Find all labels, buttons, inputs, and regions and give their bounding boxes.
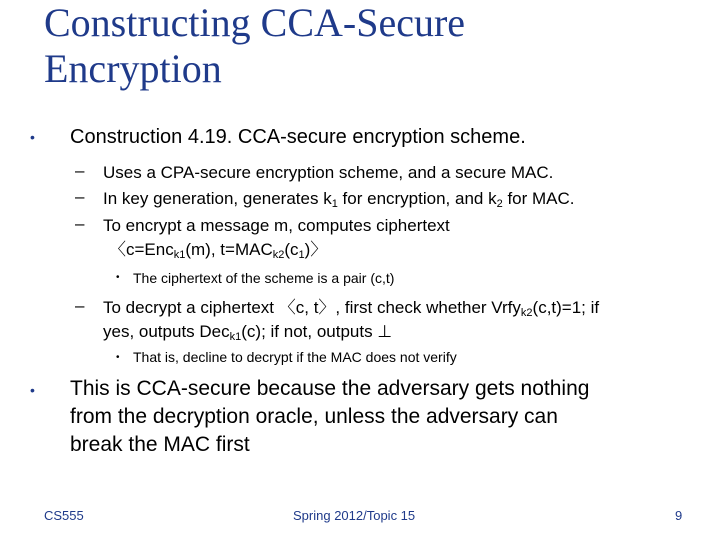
subscript-k2: k2 [520,307,533,319]
sub-sub-bullet-ciphertext-pair: The ciphertext of the scheme is a pair (c,t) [133,270,395,286]
decrypt-text-a: To decrypt a ciphertext 〈c, t〉, first check whether Vrfy [103,298,521,317]
encrypt-text-c: (c [284,240,299,259]
bullet-marker: • [30,129,35,145]
subscript-2: 2 [496,198,503,210]
small-bullet-marker: • [116,272,120,283]
decrypt-text-c: yes, outputs Dec [103,322,230,341]
subscript-k2: k2 [272,249,285,261]
subscript-k1: k1 [229,331,242,343]
dash-marker: – [75,161,85,180]
slide-title-line-1: Constructing CCA-Secure [44,0,466,45]
bullet-cca-line-1: This is CCA-secure because the adversary gets nothing [70,377,590,400]
bullet-cca-line-2: from the decryption oracle, unless the adversary can [70,405,558,428]
slide-title-line-2: Encryption [44,46,222,91]
bullet-cca-line-3: break the MAC first [70,433,250,456]
sub-bullet-cpa-mac: Uses a CPA-secure encryption scheme, and a secure MAC. [103,163,554,182]
dash-marker: – [75,296,85,315]
subscript-1: 1 [331,198,338,210]
bullet-construction: Construction 4.19. CCA-secure encryption scheme. [70,126,526,148]
keygen-text-b: for encryption, and k [337,189,497,208]
bullet-marker: • [30,382,35,398]
small-bullet-marker: • [116,352,120,363]
footer-page-number: 9 [675,508,683,523]
sub-bullet-decrypt-line-1 [103,296,599,319]
keygen-text-c: for MAC. [502,189,575,208]
decrypt-text-b: (c,t)=1; if [532,298,600,317]
subscript-k1: k1 [173,249,186,261]
dash-marker: – [75,187,85,206]
sub-bullet-encrypt-line-1: To encrypt a message m, computes ciphertext [103,216,450,235]
sub-sub-bullet-mac-verify: That is, decline to decrypt if the MAC does not verify [133,349,457,365]
encrypt-text-b: (m), t=MAC [185,240,273,259]
decrypt-text-d: (c); if not, outputs ⊥ [241,322,393,341]
sub-bullet-decrypt-line-2 [103,320,392,343]
footer-course: CS555 [44,508,84,523]
footer-term: Spring 2012/Topic 15 [293,508,416,523]
encrypt-text-a: 〈c=Enc [109,240,174,259]
sub-bullet-keygen [103,187,575,210]
keygen-text-a: In key generation, generates k [103,189,332,208]
subscript-1: 1 [298,249,305,261]
sub-bullet-encrypt-line-2 [109,238,327,261]
bullet-cca-secure [70,375,589,459]
encrypt-text-d: )〉 [304,240,328,259]
slide-title [44,0,684,92]
dash-marker: – [75,214,85,233]
